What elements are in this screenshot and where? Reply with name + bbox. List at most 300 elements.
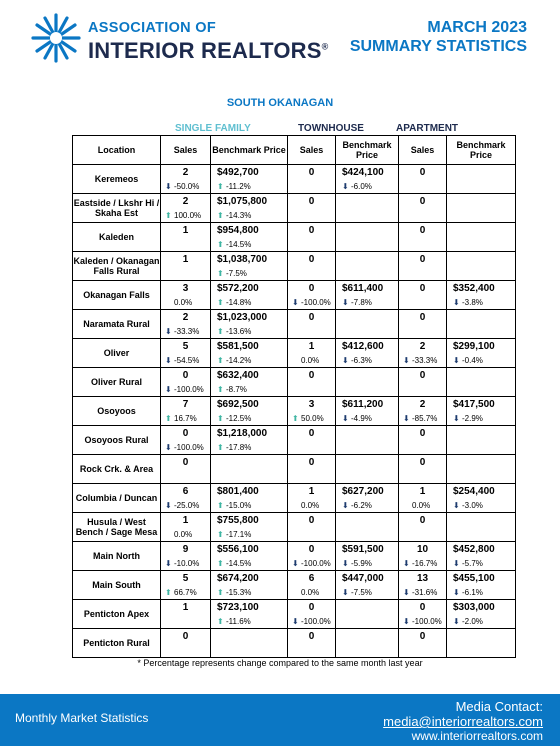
percent-change-text: 0.0% — [301, 356, 320, 365]
percent-change-text: -3.0% — [462, 501, 483, 510]
ap-sales-cell — [399, 455, 447, 484]
col-sf-price: Benchmark Price — [211, 136, 288, 165]
benchmark-price-value: $303,000 — [453, 602, 495, 613]
th-price-cell — [336, 426, 399, 455]
table-row — [73, 252, 516, 281]
th-sales-cell — [288, 252, 336, 281]
arrow-up-icon: ⬆ — [217, 414, 224, 423]
percent-change-text: 0.0% — [301, 588, 320, 597]
ap-sales-cell — [399, 426, 447, 455]
sales-value: 7 — [182, 399, 189, 410]
ap-price-cell — [447, 397, 516, 426]
th-sales-cell — [288, 223, 336, 252]
sales-value: 0 — [419, 283, 426, 294]
benchmark-price-value: $954,800 — [217, 225, 259, 236]
arrow-down-icon: ⬇ — [453, 588, 460, 597]
table-body — [73, 165, 516, 658]
ap-price-cell — [447, 281, 516, 310]
th-sales-cell — [288, 542, 336, 571]
sales-value: 0 — [419, 312, 426, 323]
percent-change-text: -100.0% — [174, 385, 204, 394]
col-location: Location — [73, 136, 161, 165]
ap-price-cell — [447, 339, 516, 368]
sf-price-cell — [211, 542, 288, 571]
page-footer — [0, 694, 560, 746]
benchmark-price-value: $352,400 — [453, 283, 495, 294]
th-price-cell — [336, 455, 399, 484]
sales-value: 6 — [182, 486, 189, 497]
region-title: SOUTH OKANAGAN — [226, 97, 334, 109]
percent-change-text: -7.8% — [351, 298, 372, 307]
benchmark-price-value: $627,200 — [342, 486, 384, 497]
sales-value: 0 — [419, 254, 426, 265]
table-row — [73, 223, 516, 252]
percent-change — [342, 182, 372, 191]
arrow-down-icon: ⬇ — [342, 588, 349, 597]
th-price-cell — [336, 600, 399, 629]
sf-sales-cell — [161, 194, 211, 223]
percent-change-text: -7.5% — [226, 269, 247, 278]
th-sales-cell — [288, 368, 336, 397]
benchmark-price-value: $1,038,700 — [217, 254, 268, 265]
th-price-cell — [336, 165, 399, 194]
sf-price-cell — [211, 629, 288, 658]
percent-change — [217, 356, 251, 365]
arrow-down-icon: ⬇ — [165, 443, 172, 452]
percent-change-text: -0.4% — [462, 356, 483, 365]
table-row — [73, 426, 516, 455]
arrow-up-icon: ⬆ — [217, 530, 224, 539]
association-logo — [30, 12, 340, 72]
table-row — [73, 165, 516, 194]
ap-sales-cell — [399, 513, 447, 542]
percent-change — [453, 501, 483, 510]
ap-sales-cell — [399, 310, 447, 339]
sf-sales-cell — [161, 339, 211, 368]
location-cell: Penticton Rural — [73, 629, 161, 658]
th-sales-cell — [288, 455, 336, 484]
percent-change — [453, 414, 483, 423]
arrow-down-icon: ⬇ — [403, 356, 410, 365]
arrow-down-icon: ⬇ — [403, 617, 410, 626]
th-sales-cell — [288, 484, 336, 513]
percent-change — [217, 211, 251, 220]
ap-price-cell — [447, 484, 516, 513]
sales-value: 5 — [182, 341, 189, 352]
percent-change — [342, 559, 372, 568]
sales-value: 0 — [419, 631, 426, 642]
ap-sales-cell — [399, 252, 447, 281]
ap-sales-cell — [399, 484, 447, 513]
th-price-cell — [336, 571, 399, 600]
arrow-down-icon: ⬇ — [403, 559, 410, 568]
sf-price-cell — [211, 484, 288, 513]
ap-price-cell — [447, 165, 516, 194]
percent-change-text: -4.9% — [351, 414, 372, 423]
arrow-up-icon: ⬆ — [165, 211, 172, 220]
sf-sales-cell — [161, 513, 211, 542]
sales-value: 0 — [419, 167, 426, 178]
percent-change — [217, 269, 247, 278]
sales-value: 2 — [182, 167, 189, 178]
percent-change-text: -85.7% — [412, 414, 438, 423]
th-sales-cell — [288, 281, 336, 310]
media-contact-label: Media Contact: — [455, 699, 543, 714]
arrow-down-icon: ⬇ — [403, 588, 410, 597]
arrow-up-icon: ⬆ — [217, 211, 224, 220]
arrow-down-icon: ⬇ — [165, 559, 172, 568]
arrow-up-icon: ⬆ — [217, 356, 224, 365]
col-ap-sales: Sales — [399, 136, 447, 165]
location-cell: Columbia / Duncan — [73, 484, 161, 513]
sf-sales-cell — [161, 629, 211, 658]
percent-change-text: 100.0% — [174, 211, 202, 220]
percent-change-text: 0.0% — [174, 298, 193, 307]
percent-change — [217, 240, 251, 249]
logo-text-main: INTERIOR REALTORS® — [88, 38, 329, 63]
ap-sales-cell — [399, 165, 447, 194]
percent-change-text: 50.0% — [301, 414, 324, 423]
percent-change — [165, 414, 197, 423]
percent-change — [217, 588, 251, 597]
sales-value: 0 — [419, 196, 426, 207]
media-email-link[interactable]: media@interiorrealtors.com — [383, 714, 543, 729]
percent-change — [453, 559, 483, 568]
arrow-up-icon: ⬆ — [217, 327, 224, 336]
sales-value: 0 — [182, 428, 189, 439]
sales-value: 0 — [308, 602, 315, 613]
sf-sales-cell — [161, 223, 211, 252]
col-th-sales: Sales — [288, 136, 336, 165]
sales-value: 3 — [308, 399, 315, 410]
location-cell: Keremeos — [73, 165, 161, 194]
arrow-down-icon: ⬇ — [453, 501, 460, 510]
ap-sales-cell — [399, 194, 447, 223]
th-sales-cell — [288, 339, 336, 368]
sales-value: 0 — [308, 225, 315, 236]
report-month: MARCH 2023 — [427, 19, 527, 36]
sf-sales-cell — [161, 368, 211, 397]
percent-change-text: -3.8% — [462, 298, 483, 307]
sales-value: 0 — [308, 196, 315, 207]
percent-change — [165, 501, 199, 510]
percent-change — [165, 327, 199, 336]
sf-sales-cell — [161, 542, 211, 571]
location-cell: Osoyoos Rural — [73, 426, 161, 455]
arrow-down-icon: ⬇ — [342, 501, 349, 510]
th-sales-cell — [288, 629, 336, 658]
ap-sales-cell — [399, 542, 447, 571]
arrow-down-icon: ⬇ — [453, 617, 460, 626]
sf-price-cell — [211, 165, 288, 194]
benchmark-price-value: $723,100 — [217, 602, 259, 613]
sales-value: 0 — [308, 370, 315, 381]
report-subtitle: SUMMARY STATISTICS — [349, 38, 527, 55]
location-cell: Okanagan Falls — [73, 281, 161, 310]
percent-change-text: -6.0% — [351, 182, 372, 191]
percent-change-text: -100.0% — [174, 443, 204, 452]
arrow-down-icon: ⬇ — [165, 182, 172, 191]
percent-change — [165, 385, 204, 394]
sf-price-cell — [211, 223, 288, 252]
percent-change — [292, 298, 331, 307]
arrow-down-icon: ⬇ — [292, 298, 299, 307]
sf-price-cell — [211, 281, 288, 310]
percent-change-text: -2.0% — [462, 617, 483, 626]
percent-change — [217, 414, 251, 423]
ap-price-cell — [447, 252, 516, 281]
percent-change-text: -2.9% — [462, 414, 483, 423]
th-sales-cell — [288, 571, 336, 600]
ap-price-cell — [447, 513, 516, 542]
percent-change — [403, 617, 442, 626]
ap-sales-cell — [399, 223, 447, 252]
percent-change-text: -7.5% — [351, 588, 372, 597]
benchmark-price-value: $572,200 — [217, 283, 259, 294]
ap-sales-cell — [399, 600, 447, 629]
percent-change — [453, 298, 483, 307]
sales-value: 0 — [419, 428, 426, 439]
th-sales-cell — [288, 310, 336, 339]
percent-change — [217, 530, 251, 539]
percent-change-text: -5.9% — [351, 559, 372, 568]
sf-sales-cell — [161, 426, 211, 455]
th-sales-cell — [288, 600, 336, 629]
sf-price-cell — [211, 426, 288, 455]
table-header-row — [73, 136, 516, 165]
location-cell: Rock Crk. & Area — [73, 455, 161, 484]
percent-change-text: -6.2% — [351, 501, 372, 510]
sf-price-cell — [211, 571, 288, 600]
logo-text-top: ASSOCIATION OF — [88, 20, 216, 36]
sales-value: 6 — [308, 573, 315, 584]
percent-change-text: -31.6% — [412, 588, 438, 597]
location-cell: Oliver — [73, 339, 161, 368]
benchmark-price-value: $591,500 — [342, 544, 384, 555]
sf-price-cell — [211, 513, 288, 542]
arrow-down-icon: ⬇ — [165, 356, 172, 365]
arrow-up-icon: ⬆ — [217, 588, 224, 597]
sf-sales-cell — [161, 281, 211, 310]
benchmark-price-value: $417,500 — [453, 399, 495, 410]
ap-price-cell — [447, 542, 516, 571]
benchmark-price-value: $455,100 — [453, 573, 495, 584]
percent-change — [165, 356, 199, 365]
percent-change-text: 0.0% — [174, 530, 193, 539]
sf-sales-cell — [161, 310, 211, 339]
sales-value: 2 — [182, 196, 189, 207]
percent-change — [403, 588, 437, 597]
benchmark-price-value: $254,400 — [453, 486, 495, 497]
percent-change-text: -17.8% — [226, 443, 252, 452]
footer-label: Monthly Market Statistics — [15, 711, 149, 725]
percent-change-text: -10.0% — [174, 559, 200, 568]
percent-change-text: -100.0% — [301, 298, 331, 307]
sales-value: 3 — [182, 283, 189, 294]
ap-price-cell — [447, 571, 516, 600]
arrow-down-icon: ⬇ — [165, 385, 172, 394]
percent-change — [217, 501, 251, 510]
percent-change — [292, 501, 319, 510]
benchmark-price-value: $556,100 — [217, 544, 259, 555]
benchmark-price-value: $447,000 — [342, 573, 384, 584]
th-price-cell — [336, 339, 399, 368]
location-cell: Osoyoos — [73, 397, 161, 426]
sales-value: 0 — [308, 631, 315, 642]
percent-change — [403, 414, 437, 423]
percent-change-text: -14.3% — [226, 211, 252, 220]
arrow-down-icon: ⬇ — [292, 617, 299, 626]
ap-price-cell — [447, 455, 516, 484]
sf-price-cell — [211, 368, 288, 397]
th-price-cell — [336, 194, 399, 223]
arrow-up-icon: ⬆ — [217, 385, 224, 394]
percent-change-text: -54.5% — [174, 356, 200, 365]
percent-change-text: -100.0% — [301, 617, 331, 626]
ap-price-cell — [447, 426, 516, 455]
benchmark-price-value: $611,200 — [342, 399, 384, 410]
percent-change-text: -8.7% — [226, 385, 247, 394]
percent-change — [217, 617, 251, 626]
website-link[interactable]: www.interiorrealtors.com — [411, 729, 543, 743]
table-row — [73, 513, 516, 542]
sales-value: 2 — [419, 341, 426, 352]
arrow-down-icon: ⬇ — [453, 298, 460, 307]
arrow-up-icon: ⬆ — [217, 182, 224, 191]
table-row — [73, 368, 516, 397]
arrow-up-icon: ⬆ — [217, 240, 224, 249]
sf-sales-cell — [161, 252, 211, 281]
th-sales-cell — [288, 513, 336, 542]
report-title — [350, 18, 527, 56]
sales-value: 0 — [182, 457, 189, 468]
th-price-cell — [336, 513, 399, 542]
group-single-family: SINGLE FAMILY — [175, 123, 251, 134]
percent-change-text: -11.2% — [226, 182, 251, 191]
percent-change — [342, 588, 372, 597]
sales-value: 13 — [416, 573, 429, 584]
sf-price-cell — [211, 455, 288, 484]
group-apartment: APARTMENT — [396, 123, 459, 134]
ap-price-cell — [447, 310, 516, 339]
sales-value: 5 — [182, 573, 189, 584]
statistics-table — [72, 135, 516, 658]
sf-price-cell — [211, 600, 288, 629]
table-row — [73, 455, 516, 484]
sales-value: 0 — [419, 225, 426, 236]
percent-change-text: -16.7% — [412, 559, 438, 568]
arrow-up-icon: ⬆ — [217, 501, 224, 510]
th-price-cell — [336, 542, 399, 571]
sales-value: 0 — [182, 631, 189, 642]
percent-change — [165, 211, 201, 220]
table-row — [73, 310, 516, 339]
arrow-down-icon: ⬇ — [342, 182, 349, 191]
sales-value: 0 — [308, 167, 315, 178]
percent-change-text: -14.5% — [226, 559, 252, 568]
benchmark-price-value: $1,218,000 — [217, 428, 268, 439]
sales-value: 1 — [419, 486, 426, 497]
percent-change — [342, 501, 372, 510]
ap-sales-cell — [399, 571, 447, 600]
table-row — [73, 571, 516, 600]
ap-price-cell — [447, 223, 516, 252]
media-contact — [383, 699, 543, 744]
location-cell: Penticton Apex — [73, 600, 161, 629]
sf-sales-cell — [161, 600, 211, 629]
sales-value: 0 — [308, 312, 315, 323]
footnote: * Percentage represents change compared to the same month last year — [137, 658, 423, 668]
benchmark-price-value: $1,023,000 — [217, 312, 268, 323]
arrow-down-icon: ⬇ — [165, 327, 172, 336]
table-row — [73, 600, 516, 629]
sales-value: 0 — [308, 515, 315, 526]
percent-change-text: -100.0% — [301, 559, 331, 568]
sf-sales-cell — [161, 397, 211, 426]
percent-change-text: -14.2% — [226, 356, 252, 365]
percent-change — [292, 356, 319, 365]
ap-sales-cell — [399, 397, 447, 426]
th-sales-cell — [288, 426, 336, 455]
percent-change-text: 0.0% — [301, 501, 320, 510]
percent-change — [217, 327, 251, 336]
percent-change — [292, 559, 331, 568]
col-ap-price: Benchmark Price — [447, 136, 516, 165]
percent-change-text: -13.6% — [226, 327, 252, 336]
sf-price-cell — [211, 339, 288, 368]
percent-change — [217, 385, 247, 394]
percent-change-text: -33.3% — [412, 356, 438, 365]
sf-sales-cell — [161, 484, 211, 513]
location-cell: Eastside / Lkshr Hi / Skaha Est — [73, 194, 161, 223]
percent-change-text: -25.0% — [174, 501, 200, 510]
sales-value: 0 — [182, 370, 189, 381]
th-price-cell — [336, 368, 399, 397]
percent-change-text: 66.7% — [174, 588, 197, 597]
sales-value: 0 — [308, 283, 315, 294]
sf-sales-cell — [161, 571, 211, 600]
percent-change — [165, 559, 199, 568]
sales-value: 1 — [182, 254, 189, 265]
sales-value: 1 — [182, 225, 189, 236]
ap-price-cell — [447, 194, 516, 223]
percent-change — [342, 298, 372, 307]
sales-value: 9 — [182, 544, 189, 555]
th-sales-cell — [288, 165, 336, 194]
arrow-up-icon: ⬆ — [165, 588, 172, 597]
percent-change — [165, 298, 192, 307]
benchmark-price-value: $692,500 — [217, 399, 259, 410]
location-cell: Oliver Rural — [73, 368, 161, 397]
sales-value: 2 — [419, 399, 426, 410]
page-header — [0, 0, 560, 90]
sf-sales-cell — [161, 455, 211, 484]
arrow-up-icon: ⬆ — [165, 414, 172, 423]
percent-change-text: -100.0% — [412, 617, 442, 626]
ap-price-cell — [447, 629, 516, 658]
percent-change-text: -14.8% — [226, 298, 252, 307]
percent-change — [217, 559, 251, 568]
percent-change-text: -50.0% — [174, 182, 200, 191]
benchmark-price-value: $424,100 — [342, 167, 384, 178]
sales-value: 0 — [308, 254, 315, 265]
ap-price-cell — [447, 368, 516, 397]
th-sales-cell — [288, 194, 336, 223]
benchmark-price-value: $755,800 — [217, 515, 259, 526]
th-price-cell — [336, 397, 399, 426]
benchmark-price-value: $299,100 — [453, 341, 495, 352]
arrow-down-icon: ⬇ — [342, 414, 349, 423]
